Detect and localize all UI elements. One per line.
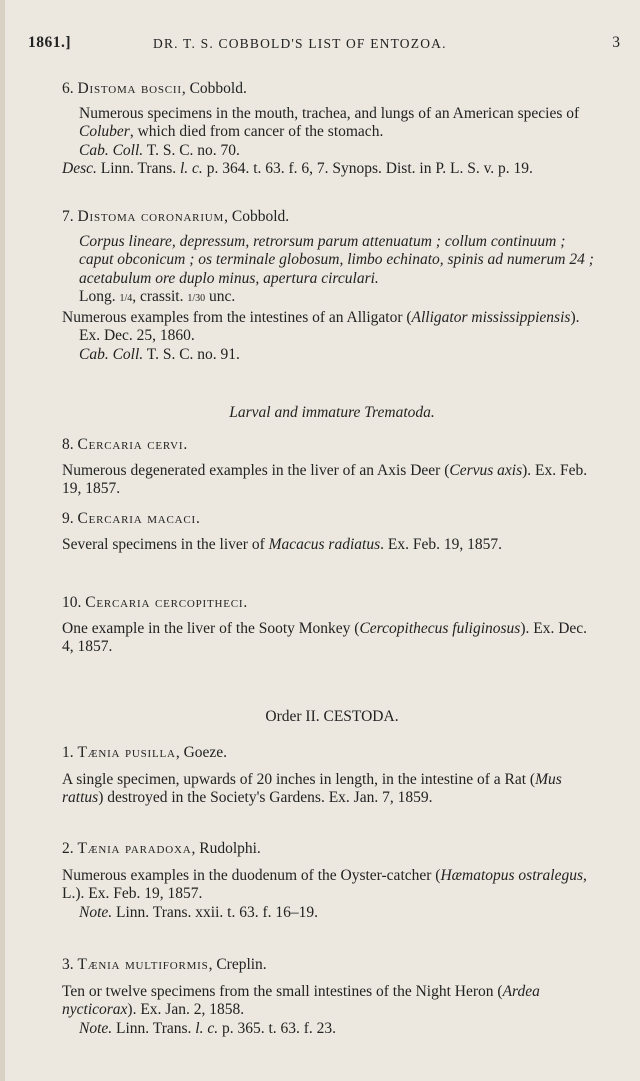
entry-description: A single specimen, upwards of 20 inches in length, in the intestine of a Rat (Mus rattus) destroyed in the Society's Gardens. Ex. Jan. 7, 1859. — [62, 770, 562, 806]
entry-heading: 2. Tænia paradoxa, Rudolphi. — [62, 840, 261, 857]
entry-heading: 3. Tænia multiformis, Creplin. — [62, 956, 267, 973]
entry-description: Numerous specimens in the mouth, trachea, and lungs of an American species of Coluber, which died from cancer of the stomach. — [79, 104, 580, 140]
note-ref: Note. Linn. Trans. xxii. t. 63. f. 16–19. — [79, 903, 318, 921]
entry-heading: 6. Distoma boscii, Cobbold. — [62, 80, 247, 97]
entry-taenia-paradoxa — [62, 840, 602, 922]
entry-heading: 10. Cercaria cercopitheci. — [62, 594, 249, 611]
entry-description: Several specimens in the liver of Macacus radiatus. Ex. Feb. 19, 1857. — [62, 535, 502, 553]
section-heading-larval: Larval and immature Trematoda. — [229, 404, 435, 421]
page-edge-shadow — [0, 0, 5, 1081]
entry-heading: 1. Tænia pusilla, Goeze. — [62, 744, 228, 761]
latin-diagnosis: Corpus lineare, depressum, retrorsum parum attenuatum ; collum continuum ; caput obconicum ; os terminale globosum, limbo echinato, spinis ad numerum 24 ; acetabulum ore duplo minus, apertura circulari. — [79, 232, 594, 287]
collection-ref: Cab. Coll. T. S. C. no. 91. — [79, 345, 240, 363]
entry-description: Numerous degenerated examples in the liver of an Axis Deer (Cervus axis). Ex. Feb. 19, 1857. — [62, 461, 588, 497]
entry-cercaria-cercopitheci — [62, 594, 602, 657]
entry-description: Numerous examples from the intestines of an Alligator (Alligator mississippiensis). Ex. Dec. 25, 1860. — [62, 308, 580, 344]
header-title: DR. T. S. COBBOLD'S LIST OF ENTOZOA. — [153, 36, 447, 51]
entry-description: Ten or twelve specimens from the small intestines of the Night Heron (Ardea nycticorax). Ex. Jan. 2, 1858. — [62, 982, 540, 1018]
entry-description: One example in the liver of the Sooty Monkey (Cercopithecus fuliginosus). Ex. Dec. 4, 1857. — [62, 619, 588, 655]
header-page-number: 3 — [612, 34, 620, 51]
entry-heading: 9. Cercaria macaci. — [62, 510, 201, 527]
entry-distoma-boscii — [62, 80, 602, 179]
section-heading-cestoda: Order II. CESTODA. — [265, 708, 399, 725]
collection-ref: Cab. Coll. T. S. C. no. 70. — [79, 141, 240, 159]
entry-taenia-pusilla — [62, 744, 602, 808]
literature-ref: Desc. Linn. Trans. l. c. p. 364. t. 63. f. 6, 7. Synops. Dist. in P. L. S. v. p. 19. — [62, 160, 533, 177]
measurements: Long. 1/4, crassit. 1/30 unc. — [79, 288, 236, 305]
entry-distoma-coronarium — [62, 208, 602, 364]
entry-heading: 8. Cercaria cervi. — [62, 436, 188, 453]
running-header — [28, 34, 620, 56]
note-ref: Note. Linn. Trans. l. c. p. 365. t. 63. f. 23. — [79, 1019, 337, 1037]
entry-cercaria-macaci — [62, 510, 602, 554]
entry-heading: 7. Distoma coronarium, Cobbold. — [62, 208, 290, 225]
entry-description: Numerous examples in the duodenum of the Oyster-catcher (Hæmatopus ostralegus, L.). Ex. Feb. 19, 1857. — [62, 866, 587, 902]
entry-cercaria-cervi — [62, 436, 602, 499]
header-year: 1861.] — [28, 34, 72, 51]
entry-taenia-multiformis — [62, 956, 602, 1038]
